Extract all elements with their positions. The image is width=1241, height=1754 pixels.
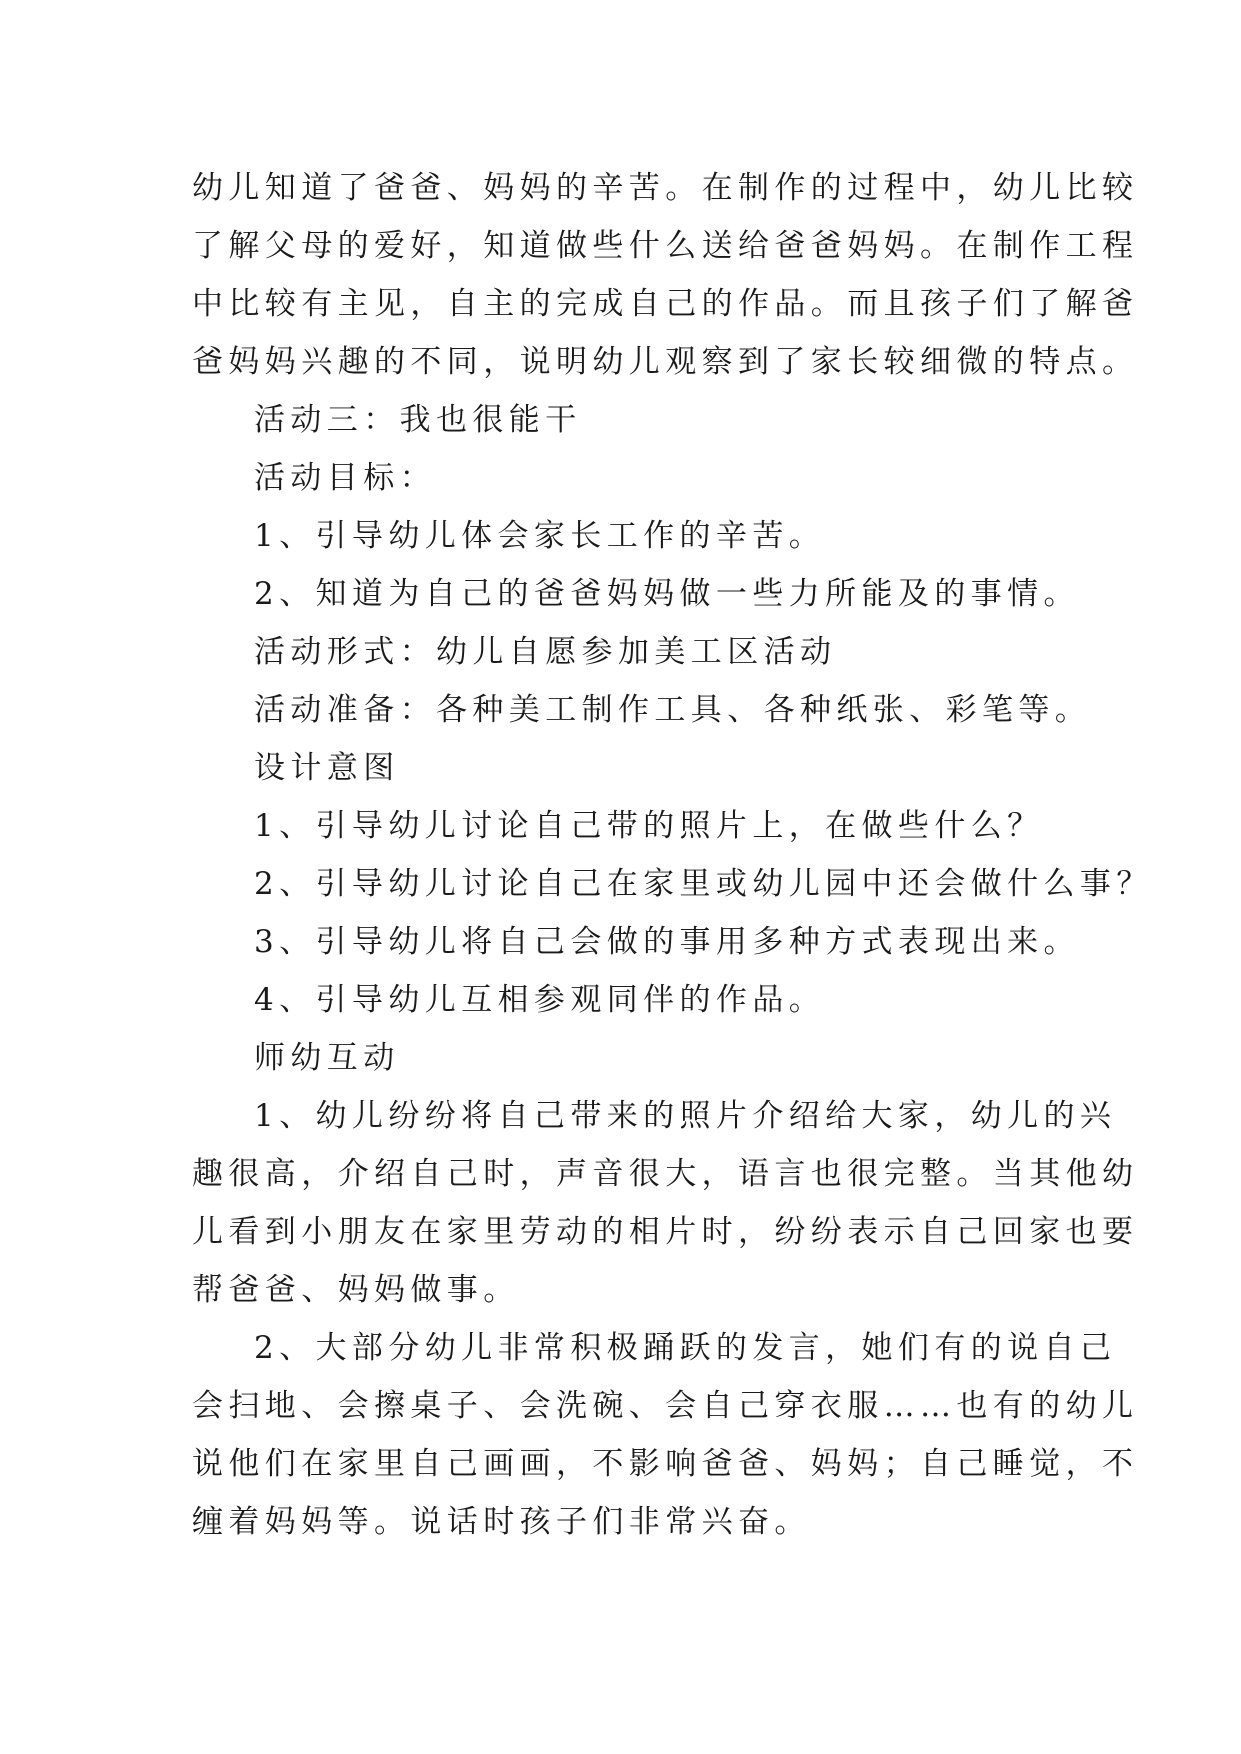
paragraph-line: 2、大部分幼儿非常积极踊跃的发言，她们有的说自己 [254,1330,1117,1366]
paragraph-line: 活动准备：各种美工制作工具、各种纸张、彩笔等。 [254,692,1092,728]
paragraph-line: 帮爸爸、妈妈做事。 [192,1272,520,1308]
paragraph-line: 中比较有主见，自主的完成自己的作品。而且孩子们了解爸 [192,286,1139,322]
list-item: 2、知道为自己的爸爸妈妈做一些力所能及的事情。 [254,576,1080,612]
list-item: 1、引导幼儿体会家长工作的辛苦。 [254,518,826,554]
subheading: 活动目标： [254,460,436,496]
list-item: 4、引导幼儿互相参观同伴的作品。 [254,982,826,1018]
paragraph-line: 1、幼儿纷纷将自己带来的照片介绍给大家，幼儿的兴 [254,1098,1117,1134]
paragraph-line: 爸妈妈兴趣的不同，说明幼儿观察到了家长较细微的特点。 [192,344,1139,380]
paragraph-line: 儿看到小朋友在家里劳动的相片时，纷纷表示自己回家也要 [192,1214,1139,1250]
list-item: 3、引导幼儿将自己会做的事用多种方式表现出来。 [254,924,1080,960]
section-heading: 活动三：我也很能干 [254,402,582,438]
list-item: 1、引导幼儿讨论自己带的照片上，在做些什么？ [254,808,1044,844]
paragraph-line: 了解父母的爱好，知道做些什么送给爸爸妈妈。在制作工程 [192,228,1139,264]
subheading: 师幼互动 [254,1040,400,1076]
paragraph-line: 趣很高，介绍自己时，声音很大，语言也很完整。当其他幼 [192,1156,1139,1192]
paragraph-line: 活动形式：幼儿自愿参加美工区活动 [254,634,837,670]
paragraph-line: 说他们在家里自己画画，不影响爸爸、妈妈；自己睡觉，不 [192,1446,1139,1482]
list-item: 2、引导幼儿讨论自己在家里或幼儿园中还会做什么事？ [254,866,1153,902]
subheading: 设计意图 [254,750,400,786]
paragraph-line: 会扫地、会擦桌子、会洗碗、会自己穿衣服……也有的幼儿 [192,1388,1139,1424]
paragraph-line: 幼儿知道了爸爸、妈妈的辛苦。在制作的过程中，幼儿比较 [192,170,1139,206]
paragraph-line: 缠着妈妈等。说话时孩子们非常兴奋。 [192,1504,811,1540]
